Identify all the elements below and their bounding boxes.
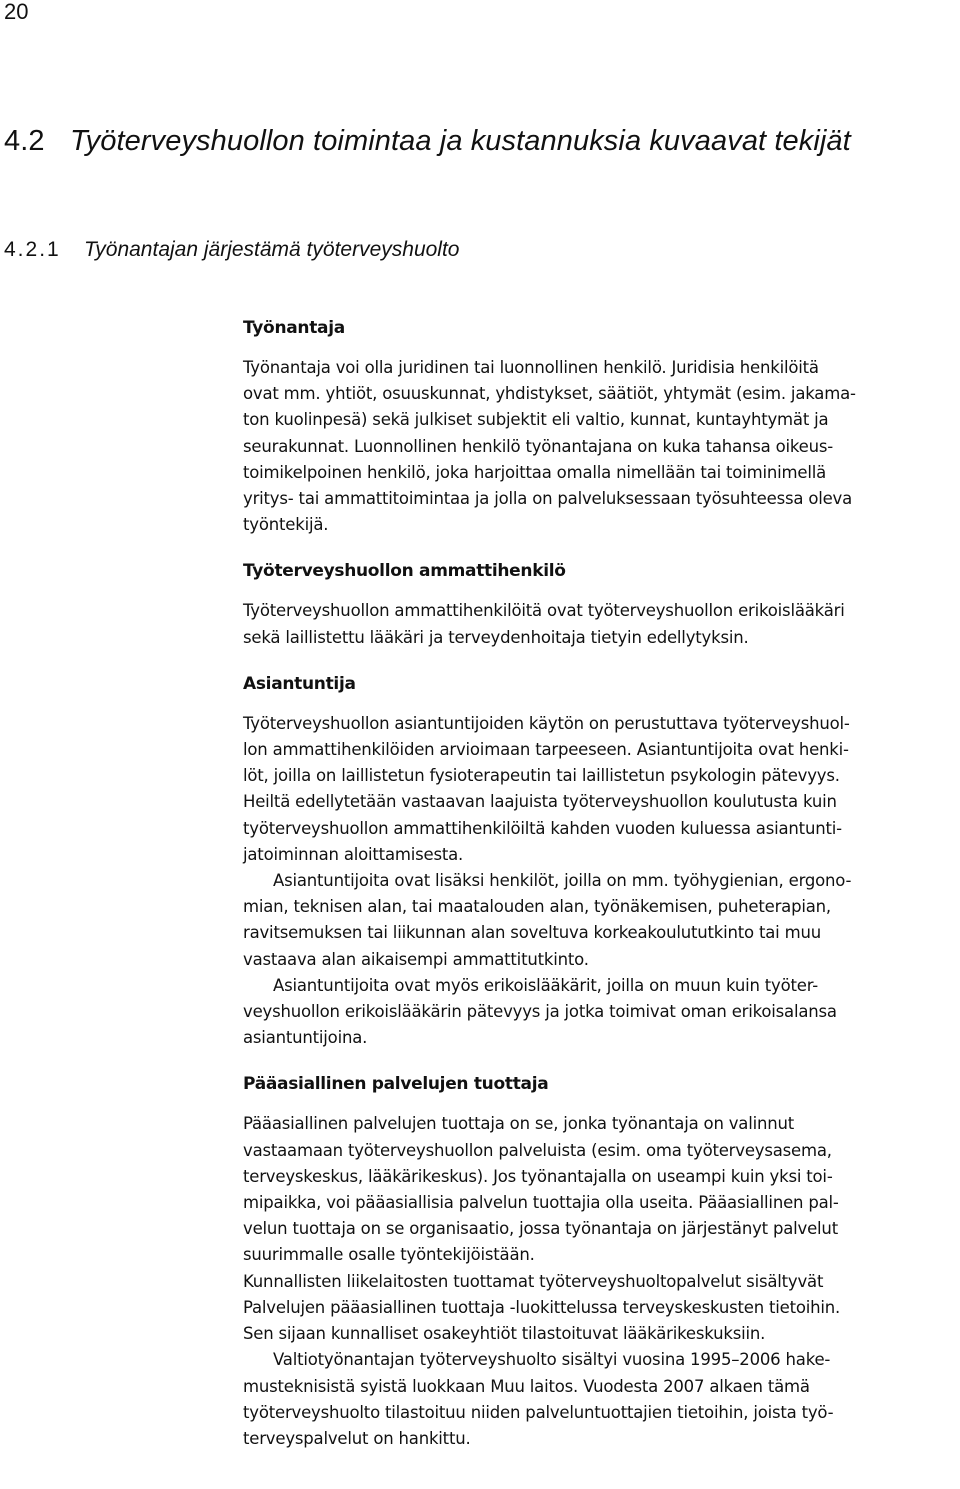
subheading-number: 4.2.1: [4, 238, 61, 261]
paragraph: [243, 1111, 955, 1268]
section-title: Asiantuntija: [243, 673, 356, 694]
paragraph: [243, 1269, 955, 1348]
section-professional: [243, 558, 955, 650]
text-line: ton kuolinpesä) sekä julkiset subjektit eli valtio, kunnat, kuntayhtymät ja: [243, 410, 829, 430]
paragraph: [243, 1347, 955, 1452]
text-line: ovat mm. yhtiöt, osuuskunnat, yhdistykset, säätiöt, yhtymät (esim. jakama-: [243, 384, 856, 404]
paragraph: [243, 868, 955, 973]
text-line: Asiantuntijoita ovat myös erikoislääkärit, joilla on muun kuin työter-: [273, 975, 818, 995]
paragraph: [243, 598, 955, 650]
paragraph: [243, 355, 955, 538]
text-line: toimikelpoinen henkilö, joka harjoittaa omalla nimellään tai toiminimellä: [243, 462, 826, 482]
text-line: työntekijä.: [243, 515, 329, 535]
section-provider: [243, 1071, 955, 1452]
text-line: työterveyshuollon ammattihenkilöiltä kahden vuoden kuluessa asiantunti-: [243, 818, 842, 838]
page-number: 20: [4, 0, 29, 24]
text-line: jatoiminnan aloittamisesta.: [243, 844, 464, 864]
text-line: Heiltä edellytetään vastaavan laajuista työterveyshuollon koulutusta kuin: [243, 792, 837, 812]
body-content: [243, 315, 955, 1452]
text-line: suurimmalle osalle työntekijöistään.: [243, 1245, 535, 1265]
text-line: Asiantuntijoita ovat lisäksi henkilöt, joilla on mm. työhygienian, ergono-: [273, 871, 852, 891]
text-line: Pääasiallinen palvelujen tuottaja on se, jonka työnantaja on valinnut: [243, 1114, 795, 1134]
subsection-heading-4-2-1: [4, 236, 459, 264]
text-line: Työterveyshuollon ammattihenkilöitä ovat työterveyshuollon erikoislääkäri: [243, 601, 845, 621]
text-line: Työnantaja voi olla juridinen tai luonnollinen henkilö. Juridisia henkilöitä: [243, 358, 819, 377]
subheading-title: Työnantajan järjestämä työterveyshuolto: [84, 238, 460, 261]
text-line: vastaamaan työterveyshuollon palveluista (esim. oma työterveysasema,: [243, 1140, 832, 1160]
section-title: Pääasiallinen palvelujen tuottaja: [243, 1074, 549, 1095]
text-line: työterveyshuolto tilastoituu niiden palveluntuottajien tietoihin, joista työ-: [243, 1402, 834, 1422]
text-line: musteknisistä syistä luokkaan Muu laitos. Vuodesta 2007 alkaen tämä: [243, 1376, 810, 1396]
text-line: mian, teknisen alan, tai maatalouden alan, työnäkemisen, puheterapian,: [243, 897, 831, 917]
heading-title: Työterveyshuollon toimintaa ja kustannuksia kuvaavat tekijät: [70, 125, 851, 157]
text-line: terveyspalvelut on hankittu.: [243, 1428, 471, 1448]
heading-number: 4.2: [4, 125, 45, 157]
section-employer: [243, 315, 955, 538]
text-line: terveyskeskus, lääkärikeskus). Jos työnantajalla on useampi kuin yksi toi-: [243, 1166, 833, 1186]
paragraph: [243, 711, 955, 868]
text-line: yritys- tai ammattitoimintaa ja jolla on palveluksessaan työsuhteessa oleva: [243, 489, 853, 509]
text-line: Sen sijaan kunnalliset osakeyhtiöt tilastoituvat lääkärikeskuksiin.: [243, 1324, 766, 1344]
text-line: velun tuottaja on se organisaatio, jossa työnantaja on järjestänyt palvelut: [243, 1219, 838, 1239]
paragraph: [243, 973, 955, 1052]
text-line: löt, joilla on laillistetun fysioterapeutin tai laillistetun psykologin pätevyys.: [243, 766, 840, 786]
section-title: Työterveyshuollon ammattihenkilö: [243, 561, 566, 582]
text-line: lon ammattihenkilöiden arvioimaan tarpeeseen. Asiantuntijoita ovat henki-: [243, 740, 849, 760]
text-line: ravitsemuksen tai liikunnan alan soveltuva korkeakoulututkinto tai muu: [243, 923, 821, 943]
section-expert: [243, 671, 955, 1052]
text-line: Kunnallisten liikelaitosten tuottamat työterveyshuoltopalvelut sisältyvät: [243, 1271, 824, 1291]
text-line: mipaikka, voi pääasiallisia palvelun tuottajia olla useita. Pääasiallinen pal-: [243, 1193, 839, 1213]
section-heading-4-2: [4, 124, 851, 158]
text-line: sekä laillistettu lääkäri ja terveydenhoitaja tietyin edellytyksin.: [243, 627, 749, 647]
text-line: Työterveyshuollon asiantuntijoiden käytön on perustuttava työterveyshuol-: [243, 713, 850, 733]
text-line: seurakunnat. Luonnollinen henkilö työnantajana on kuka tahansa oikeus-: [243, 436, 833, 456]
text-line: vastaava alan aikaisempi ammattitutkinto.: [243, 949, 589, 969]
text-line: veyshuollon erikoislääkärin pätevyys ja jotka toimivat oman erikoisalansa: [243, 1002, 837, 1022]
text-line: Valtiotyönantajan työterveyshuolto sisältyi vuosina 1995–2006 hake-: [273, 1350, 831, 1370]
text-line: asiantuntijoina.: [243, 1028, 368, 1048]
text-line: Palvelujen pääasiallinen tuottaja -luokittelussa terveyskeskusten tietoihin.: [243, 1297, 841, 1317]
section-title: Työnantaja: [243, 318, 345, 338]
